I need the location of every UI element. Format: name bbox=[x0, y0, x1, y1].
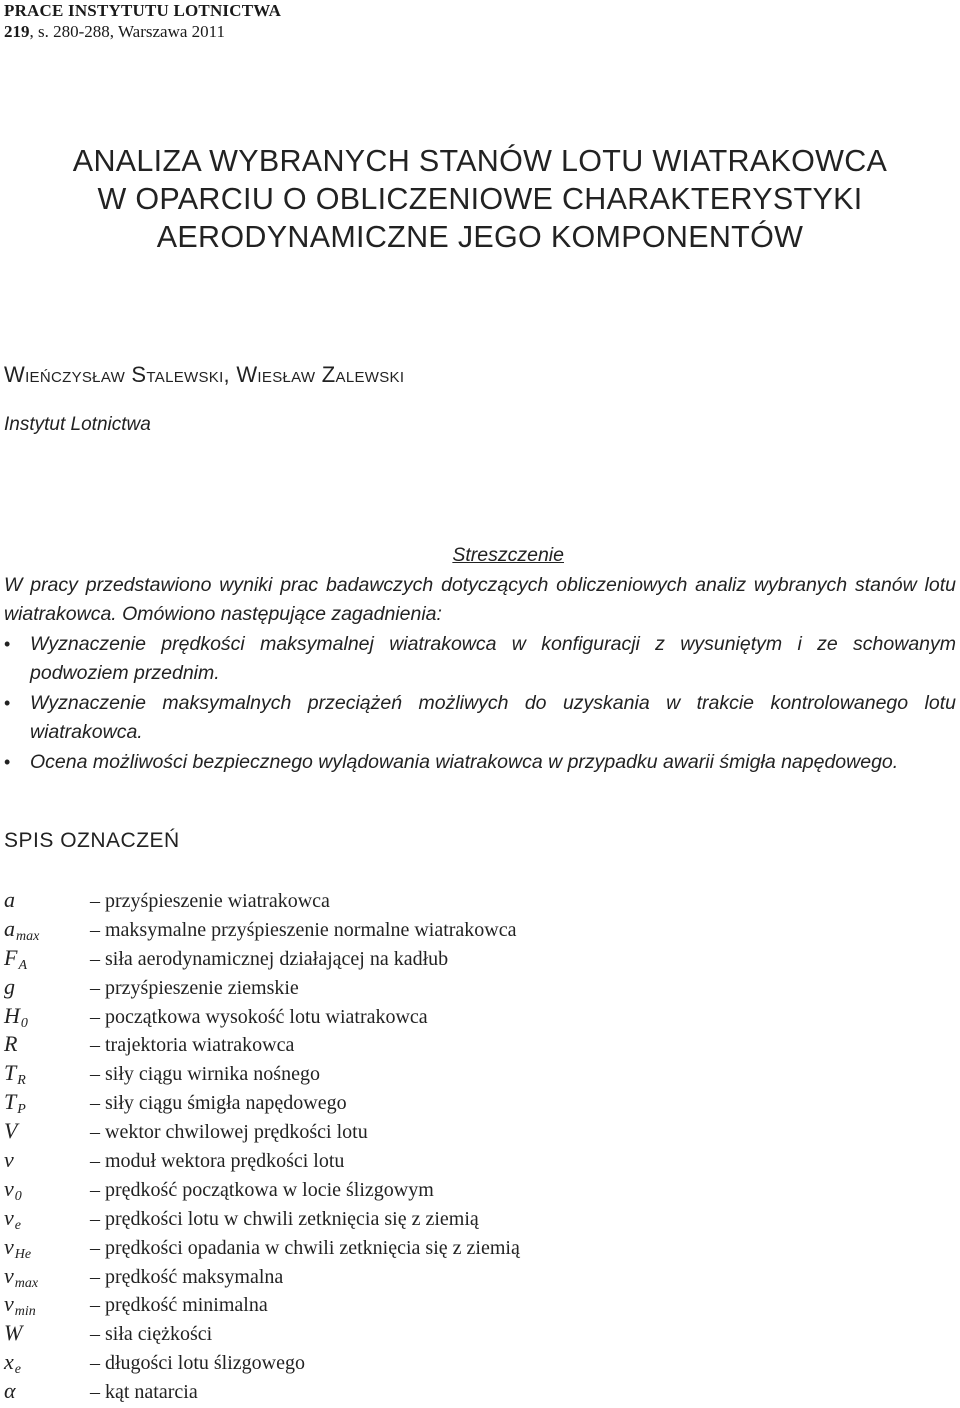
symbol bbox=[4, 1349, 90, 1378]
symbol bbox=[4, 1003, 90, 1032]
symbol-row bbox=[4, 1378, 904, 1407]
symbol bbox=[4, 887, 90, 913]
authors: Wieńczysław Stalewski, Wiesław Zalewski bbox=[4, 362, 405, 387]
symbol bbox=[4, 1089, 90, 1118]
symbol-letter: v bbox=[4, 1175, 14, 1201]
journal-header bbox=[4, 0, 281, 42]
symbol-row bbox=[4, 1234, 904, 1263]
symbol-row bbox=[4, 1089, 904, 1118]
symbol-subscript: R bbox=[17, 1073, 26, 1089]
symbol-letter: x bbox=[4, 1349, 14, 1375]
symbol-letter: F bbox=[4, 944, 18, 970]
title-line: W OPARCIU O OBLICZENIOWE CHARAKTERYSTYKI bbox=[97, 182, 863, 216]
symbol-letter: R bbox=[4, 1031, 18, 1057]
symbol-description: – początkowa wysokość lotu wiatrakowca bbox=[90, 1005, 428, 1028]
abstract-bullet bbox=[4, 630, 956, 689]
symbol-subscript: He bbox=[14, 1246, 32, 1262]
symbol-description: – prędkość początkowa w locie ślizgowym bbox=[90, 1178, 434, 1201]
symbol bbox=[4, 1320, 90, 1346]
bullet-text: Wyznaczenie maksymalnych przeciążeń możliwych do uzyskania w trakcie kontrolowanego lotu wiatrakowca. bbox=[30, 691, 956, 743]
symbol-letter: v bbox=[4, 1147, 14, 1173]
symbol-description: – siły ciągu śmigła napędowego bbox=[90, 1092, 347, 1115]
symbol bbox=[4, 1060, 90, 1089]
symbol-letter: v bbox=[4, 1262, 14, 1288]
abstract-bullet bbox=[4, 748, 956, 778]
symbol-letter: H bbox=[4, 1002, 20, 1028]
issue-number: 219 bbox=[4, 22, 30, 41]
symbol-subscript: 0 bbox=[14, 1188, 22, 1204]
symbol-row bbox=[4, 1205, 904, 1234]
journal-name: PRACE INSTYTUTU LOTNICTWA bbox=[4, 1, 282, 20]
symbol-description: – moduł wektora prędkości lotu bbox=[90, 1150, 345, 1173]
symbol-row bbox=[4, 887, 904, 916]
symbols-list bbox=[4, 887, 904, 1407]
symbol-subscript: e bbox=[14, 1362, 21, 1378]
symbol-description: – prędkości opadania w chwili zetknięcia się z ziemią bbox=[90, 1236, 520, 1259]
symbol-letter: a bbox=[4, 915, 15, 941]
symbol-letter: T bbox=[4, 1060, 17, 1086]
symbol-letter: α bbox=[4, 1378, 16, 1404]
symbol-letter: g bbox=[4, 973, 15, 999]
symbol bbox=[4, 916, 90, 945]
symbol-row bbox=[4, 1147, 904, 1176]
symbol-row bbox=[4, 1031, 904, 1060]
symbol-subscript: e bbox=[14, 1217, 21, 1233]
symbol-letter: T bbox=[4, 1089, 17, 1115]
symbol bbox=[4, 1234, 90, 1263]
symbol-subscript: P bbox=[17, 1102, 26, 1118]
symbol-description: – kąt natarcia bbox=[90, 1381, 198, 1404]
symbol-row bbox=[4, 1320, 904, 1349]
symbol-letter: v bbox=[4, 1204, 14, 1230]
symbol-subscript: min bbox=[14, 1304, 36, 1320]
bullet-text: Ocena możliwości bezpiecznego wylądowania wiatrakowca w przypadku awarii śmigła napędowego. bbox=[30, 750, 899, 773]
symbol-description: – prędkości lotu w chwili zetknięcia się z ziemią bbox=[90, 1207, 479, 1230]
abstract bbox=[4, 541, 956, 777]
title-line: ANALIZA WYBRANYCH STANÓW LOTU WIATRAKOWCA bbox=[72, 144, 888, 178]
symbol bbox=[4, 1118, 90, 1144]
abstract-heading: Streszczenie bbox=[452, 544, 564, 566]
symbol bbox=[4, 1147, 90, 1173]
symbol-row bbox=[4, 1003, 904, 1032]
bullet-text: Wyznaczenie prędkości maksymalnej wiatrakowca w konfiguracji z wysuniętym i ze schowanym podwoziem przednim. bbox=[30, 632, 956, 684]
symbol-letter: V bbox=[4, 1118, 18, 1144]
symbol bbox=[4, 945, 90, 974]
symbol-letter: a bbox=[4, 887, 15, 912]
symbol-subscript: A bbox=[18, 957, 28, 973]
symbol-description: – przyśpieszenie wiatrakowca bbox=[90, 890, 330, 912]
bullet-icon: • bbox=[4, 751, 11, 772]
symbol-description: – maksymalne przyśpieszenie normalne wiatrakowca bbox=[90, 918, 517, 941]
symbol-description: – prędkość minimalna bbox=[90, 1294, 268, 1317]
symbol-description: – długości lotu ślizgowego bbox=[90, 1352, 305, 1375]
symbol-subscript: max bbox=[16, 928, 40, 944]
symbol-row bbox=[4, 1349, 904, 1378]
symbol-letter: W bbox=[4, 1320, 23, 1346]
symbol-description: – siła aerodynamicznej działającej na kadłub bbox=[90, 947, 449, 970]
symbol-description: – trajektoria wiatrakowca bbox=[90, 1034, 295, 1057]
symbol bbox=[4, 1031, 90, 1057]
symbol bbox=[4, 1378, 90, 1404]
symbol-row bbox=[4, 1176, 904, 1205]
symbol-row bbox=[4, 916, 904, 945]
symbol-subscript: 0 bbox=[20, 1015, 28, 1031]
symbol bbox=[4, 1291, 90, 1320]
symbols-heading: SPIS OZNACZEŃ bbox=[4, 829, 180, 852]
symbol-row bbox=[4, 974, 904, 1003]
abstract-intro: W pracy przedstawiono wyniki prac badawczych dotyczących obliczeniowych analiz wybranych stanów lotu wiatrakowca. Omówiono następujące zagadnienia: bbox=[4, 573, 956, 625]
symbol-row bbox=[4, 1263, 904, 1292]
symbol-description: – siły ciągu wirnika nośnego bbox=[90, 1063, 320, 1086]
issue-info bbox=[4, 21, 281, 42]
symbol bbox=[4, 1205, 90, 1234]
paper-title bbox=[0, 142, 960, 256]
symbol-letter: v bbox=[4, 1233, 14, 1259]
bullet-icon: • bbox=[4, 692, 11, 713]
symbol bbox=[4, 1263, 90, 1292]
title-line: AERODYNAMICZNE JEGO KOMPONENTÓW bbox=[156, 220, 804, 254]
bullet-icon: • bbox=[4, 633, 11, 654]
symbol bbox=[4, 974, 90, 1000]
symbol-row bbox=[4, 1118, 904, 1147]
symbol-row bbox=[4, 1060, 904, 1089]
symbol-description: – wektor chwilowej prędkości lotu bbox=[90, 1121, 368, 1144]
symbol-row bbox=[4, 1291, 904, 1320]
symbol-row bbox=[4, 945, 904, 974]
affiliation: Instytut Lotnictwa bbox=[4, 414, 151, 435]
symbol bbox=[4, 1176, 90, 1205]
symbol-description: – przyśpieszenie ziemskie bbox=[90, 976, 299, 999]
symbol-subscript: max bbox=[14, 1275, 39, 1291]
symbol-letter: v bbox=[4, 1291, 14, 1317]
abstract-bullet bbox=[4, 689, 956, 748]
symbol-description: – prędkość maksymalna bbox=[90, 1265, 284, 1288]
symbol-description: – siła ciężkości bbox=[90, 1323, 213, 1346]
issue-details: , s. 280-288, Warszawa 2011 bbox=[29, 22, 226, 41]
